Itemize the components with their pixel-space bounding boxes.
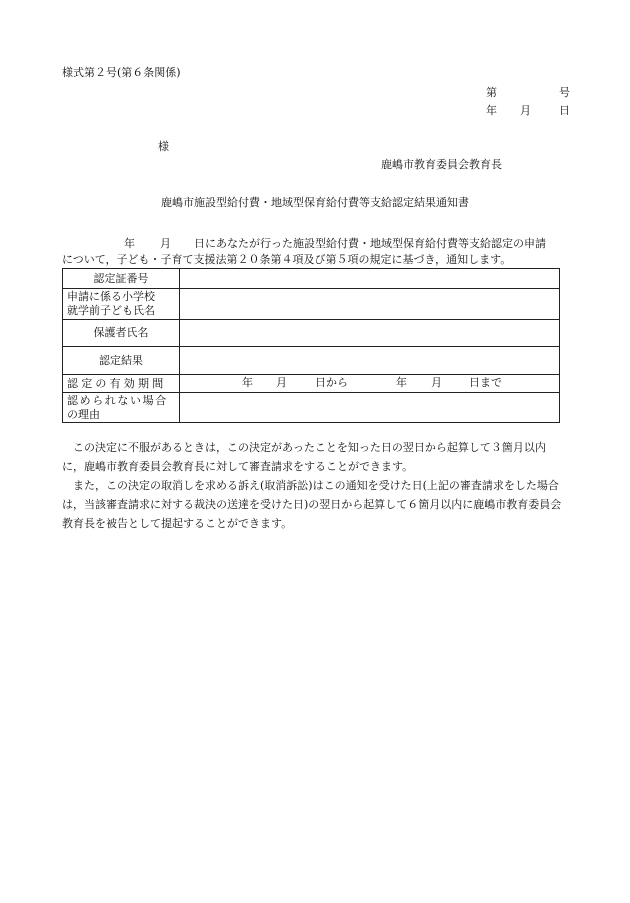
result-value: [180, 347, 560, 375]
table-row: [63, 347, 560, 375]
table-row: [63, 375, 560, 393]
intro-line-1: [62, 237, 562, 251]
issue-date-day: 日: [559, 104, 570, 117]
form-label: 様式第２号(第６条関係): [62, 66, 181, 79]
period-to-year: 年: [396, 376, 407, 389]
guardian-name-value: [180, 320, 560, 347]
validity-period-label: 認定の有効期間: [63, 375, 180, 393]
appeal-notice: この決定に不服があるときは，この決定があったことを知った日の翌日から起算して３箇月以内に，鹿嶋市教育委員会教育長に対して審査請求をすることができます。: [62, 441, 546, 473]
cert-number-value: [180, 269, 560, 289]
intro-line-2: について，子ども・子育て支援法第２０条第４項及び第５項の規定に基づき，通知します。: [62, 253, 512, 266]
table-row: [63, 393, 560, 423]
document-title: 鹿嶋市施設型給付費・地域型保育給付費等支給認定結果通知書: [161, 196, 469, 209]
document-number-suffix: 号: [559, 86, 570, 99]
issue-date-month: 月: [520, 104, 531, 117]
child-name-label-line-1: 申請に係る小学校: [67, 290, 155, 303]
rejection-reason-value: [180, 393, 560, 423]
validity-period-row: [180, 375, 559, 392]
sender-name: 鹿嶋市教育委員会教育長: [381, 158, 502, 171]
period-to-day: 日まで: [469, 376, 502, 389]
document-number-prefix: 第: [486, 86, 497, 99]
intro-month: 月: [160, 237, 171, 250]
period-from-day: 日から: [315, 376, 348, 389]
certification-table: [62, 268, 560, 423]
period-to-month: 月: [431, 376, 442, 389]
rejection-reason-label-line-2: の理由: [67, 407, 100, 421]
table-row: [63, 269, 560, 289]
result-label: 認定結果: [63, 347, 180, 375]
table-row: [63, 289, 560, 320]
table-row: [63, 320, 560, 347]
child-name-label-line-2: 就学前子ども氏名: [67, 304, 155, 317]
rejection-reason-label: [63, 393, 180, 423]
issue-date-year: 年: [486, 104, 497, 117]
period-from-year: 年: [242, 376, 253, 389]
child-name-value: [180, 289, 560, 320]
guardian-name-label: 保護者氏名: [63, 320, 180, 347]
lawsuit-notice: また，この決定の取消しを求める訴え(取消訴訟)はこの通知を受けた日(上記の審査請求をした場合は，当該審査請求に対する裁決の送達を受けた日)の翌日から起算して６箇月以内に鹿嶋市教育委員会教育長を被告として提起することができます。: [62, 479, 562, 530]
cert-number-label: 認定証番号: [63, 269, 180, 289]
recipient-honorific: 様: [158, 140, 169, 153]
intro-year: 年: [124, 237, 135, 250]
validity-period-value: [180, 375, 560, 393]
intro-rest: 日にあなたが行った施設型給付費・地域型保育給付費等支給認定の申請: [194, 237, 546, 250]
rejection-reason-label-line-1: 認められない場合: [67, 393, 168, 407]
child-name-label: [63, 289, 180, 320]
period-from-month: 月: [276, 376, 287, 389]
